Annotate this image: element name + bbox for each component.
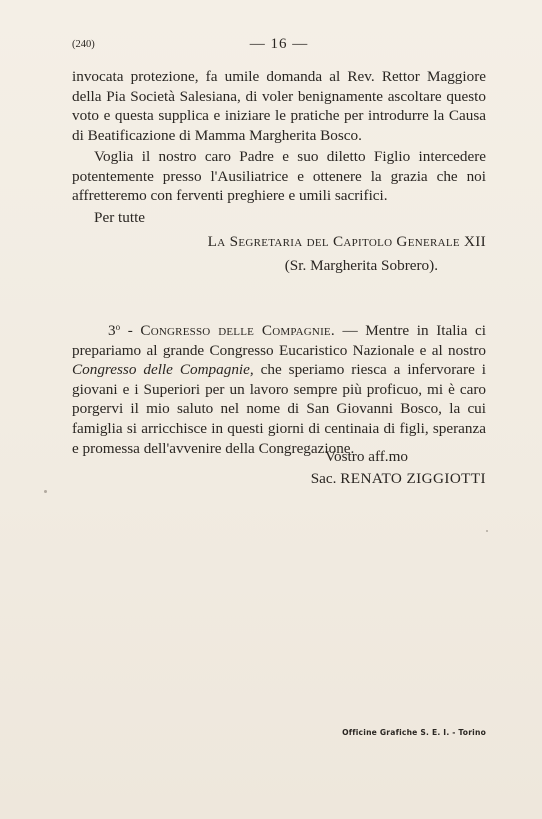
paragraph-intercession: Voglia il nostro caro Padre e suo diletto Figlio intercedere potentemente presso l'Ausiliatrice e ottenere la grazia che noi affretteremo con ferventi preghiere e umili sacrifici. (72, 148, 486, 205)
signature-closing: Vostro aff.mo (325, 448, 408, 465)
signature-secretary (208, 232, 486, 276)
paragraph-invocation: invocata protezione, fa umile domanda al Rev. Rettor Maggiore della Pia Società Salesiana, di voler benignamente ascoltare questo voto e questa supplica e iniziare le pratiche per introdurre la Causa di Beatificazione di Mamma Margherita Bosco. (72, 68, 486, 144)
paper-speck (44, 490, 47, 493)
paragraph-per-tutte: Per tutte (94, 209, 146, 226)
section-heading: Congresso delle Compagnie. (140, 322, 335, 339)
signature-rector-line (311, 468, 486, 490)
signature-title: Sac. (310, 470, 337, 487)
signature-secretary-org: La Segretaria del Capitolo Generale XII (207, 233, 486, 250)
archive-number: (240) (72, 39, 95, 50)
section-text-after: che speriamo riesca a infervorare i giovani e i Superiori per un lavoro sempre più proficuo, mi è caro porgervi il mio saluto nel nome di San Giovanni Bosco, la cui famiglia si arricchisce in questi giorni di centinaia di figli, speranza e promessa dell'avvenire della Congregazione. (72, 361, 486, 457)
paragraph-congress: 3$^o$ - Congresso delle Compagnie. — Mentre in Italia ci prepariamo al grande Congresso Eucaristico Nazionale e al nostro Congresso delle Compagnie, che speriamo riesca a infervorare i giovani e i Superiori per un lavoro sempre più proficuo, mi è caro porgervi il mio saluto nel nome di San Giovanni Bosco, la cui famiglia si arricchisce in questi giorni di centinaia di figli, speranza e promessa dell'avvenire della Congregazione. (72, 322, 486, 457)
section-text-before: — Mentre in Italia ci prepariamo al grande Congresso Eucaristico Nazionale e al nostro (72, 322, 486, 359)
page-header (72, 36, 486, 58)
signature-secretary-name: (Sr. Margherita Sobrero). (284, 257, 438, 274)
page-number: — 16 — (249, 36, 309, 52)
signature-rector (311, 446, 486, 490)
printer-imprint: Officine Grafiche S. E. I. - Torino (342, 728, 486, 737)
signature-rector-name: RENATO ZIGGIOTTI (340, 470, 486, 487)
section-number-suffix: o (115, 322, 121, 332)
paper-speck (486, 530, 488, 532)
section-italic-title: Congresso delle Compagnie, (72, 361, 254, 379)
section-number: 3 (108, 322, 116, 339)
